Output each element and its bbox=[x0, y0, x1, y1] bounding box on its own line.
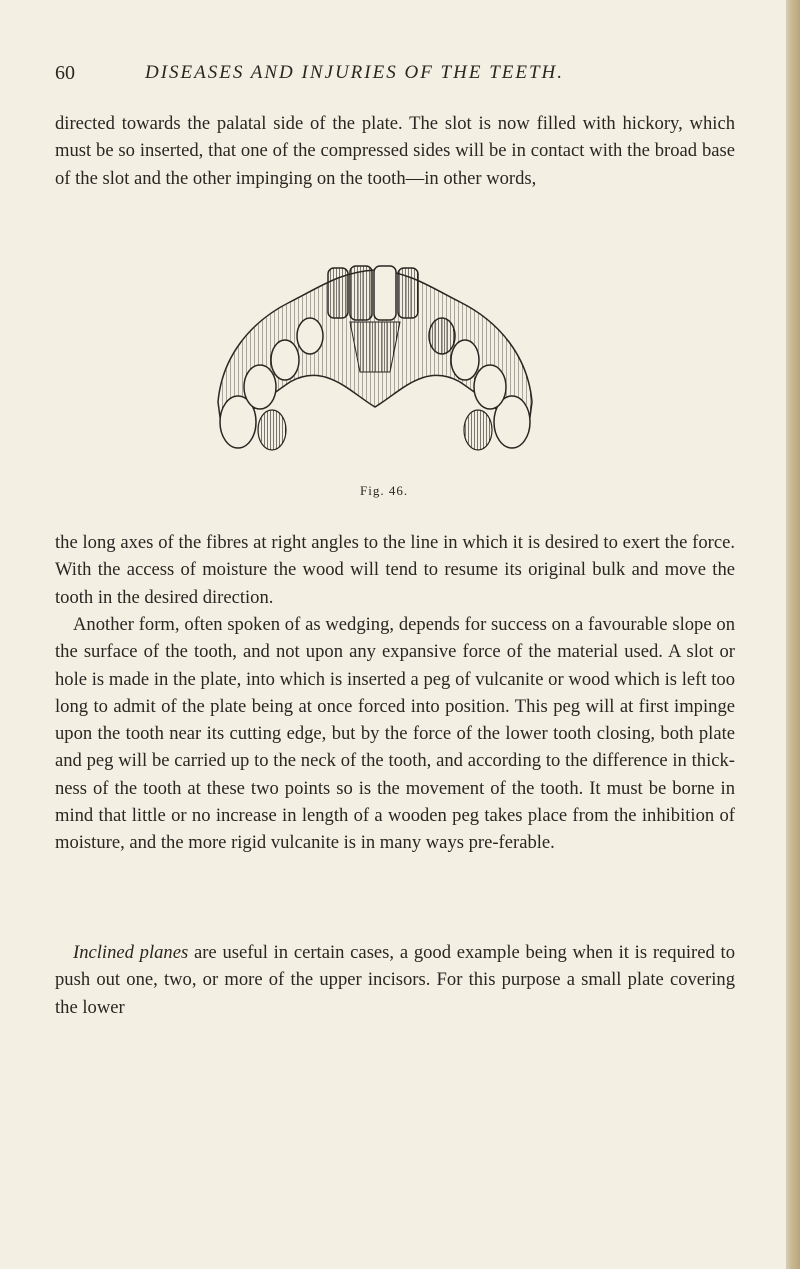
paragraph-3: Another form, often spoken of as wedging, depends for success on a favourable slope on the surface of the tooth, and not upon any expansive force of the material used. A slot or hole is made in the plate, into which is inserted a peg of vulcanite or wood which is left too long to admit of the plate being at once forced into position. This peg will at first impinge upon the tooth near its cutting edge, but by the force of the lower tooth closing, both plate and peg will be carried up to the neck of the tooth, and according to the difference in thick-ness of the tooth at these two points so is the movement of the tooth. It must be borne in mind that little or no increase in length of a wooden peg takes place from the inhibition of moisture, and the more rigid vulcanite is in many ways pre-ferable. bbox=[55, 614, 735, 854]
page-number: 60 bbox=[55, 62, 75, 84]
dental-plate-illustration bbox=[210, 262, 540, 472]
running-title: DISEASES AND INJURIES OF THE TEETH. bbox=[145, 62, 565, 83]
page-edge bbox=[786, 0, 800, 1269]
inclined-planes-term: Inclined planes bbox=[73, 942, 189, 963]
paragraph-4-text: are useful in certain cases, a good example being when it is required to push out one, two, or more of the upper incisors. For this purpose a small plate covering the lower bbox=[55, 942, 735, 1018]
dental-plate-figure bbox=[210, 262, 540, 472]
running-header bbox=[55, 62, 735, 90]
paragraph-4 bbox=[55, 939, 735, 1021]
paragraph-1: directed towards the palatal side of the plate. The slot is now filled with hickory, which must be so inserted, that one of the compressed sides will be in contact with the broad base of the slot and the other impinging on the tooth—in other words, bbox=[55, 113, 735, 189]
paragraph-2: the long axes of the fibres at right angles to the line in which it is desired to exert the force. With the access of moisture the wood will tend to resume its original bulk and move the tooth in the desired direction. bbox=[55, 532, 735, 608]
figure-caption: Fig. 46. bbox=[360, 483, 409, 498]
